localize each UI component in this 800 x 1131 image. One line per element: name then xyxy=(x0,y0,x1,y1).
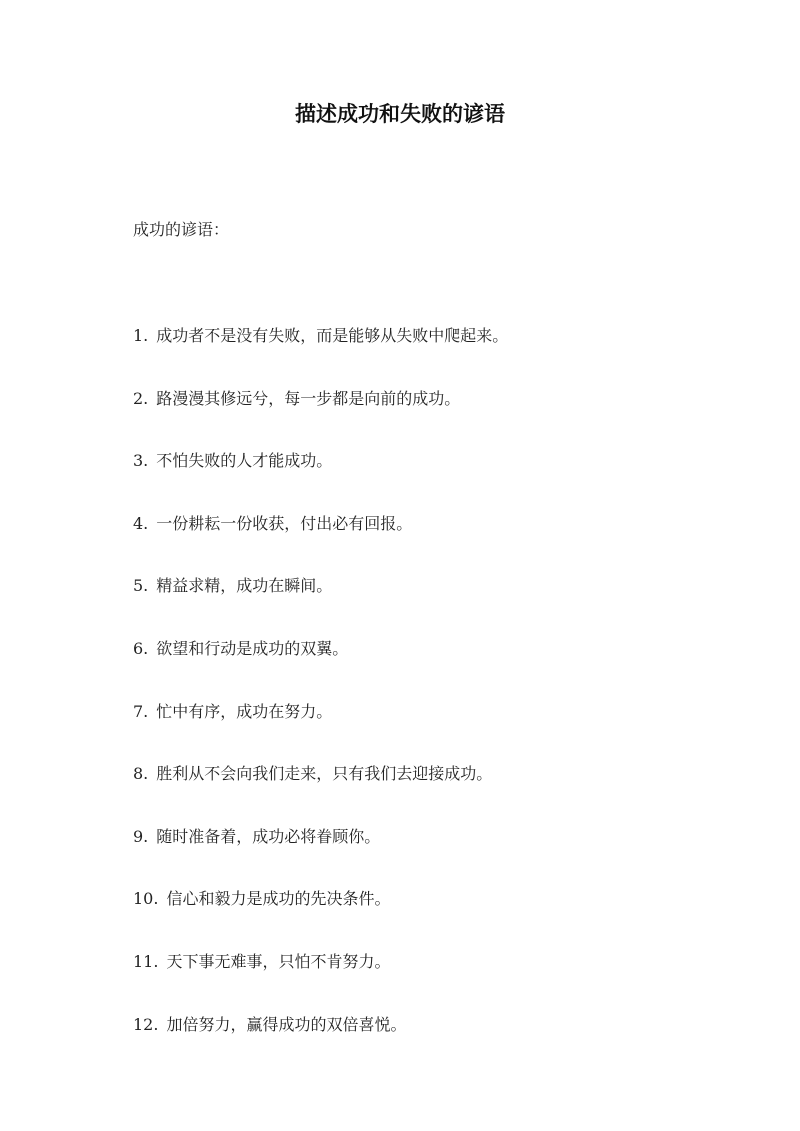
item-number: 8. xyxy=(133,764,149,784)
list-item xyxy=(133,510,508,573)
item-text: 一份耕耘一份收获，付出必有回报。 xyxy=(156,513,413,533)
list-item xyxy=(133,698,508,761)
item-text: 随时准备着，成功必将眷顾你。 xyxy=(156,826,381,846)
item-number: 3. xyxy=(133,451,149,471)
item-text: 路漫漫其修远兮，每一步都是向前的成功。 xyxy=(156,388,461,408)
item-text: 欲望和行动是成功的双翼。 xyxy=(156,638,349,658)
list-item xyxy=(133,885,508,948)
item-text: 精益求精，成功在瞬间。 xyxy=(156,576,333,596)
list-item xyxy=(133,322,508,385)
item-number: 4. xyxy=(133,513,149,533)
document-title: 描述成功和失败的谚语 xyxy=(295,101,505,126)
item-number: 12. xyxy=(133,1014,159,1034)
item-text: 忙中有序，成功在努力。 xyxy=(156,701,333,721)
item-number: 6. xyxy=(133,638,149,658)
item-text: 不怕失败的人才能成功。 xyxy=(156,451,333,471)
item-text: 胜利从不会向我们走来，只有我们去迎接成功。 xyxy=(156,764,493,784)
item-number: 10. xyxy=(133,889,159,909)
item-number: 7. xyxy=(133,701,149,721)
list-item xyxy=(133,823,508,886)
list-item xyxy=(133,385,508,448)
item-text: 天下事无难事，只怕不肯努力。 xyxy=(166,951,391,971)
list-item xyxy=(133,1011,508,1074)
item-text: 信心和毅力是成功的先决条件。 xyxy=(166,889,391,909)
item-text: 加倍努力，赢得成功的双倍喜悦。 xyxy=(166,1014,407,1034)
item-number: 5. xyxy=(133,576,149,596)
item-number: 9. xyxy=(133,826,149,846)
item-text: 成功者不是没有失败，而是能够从失败中爬起来。 xyxy=(156,326,509,345)
item-number: 11. xyxy=(133,951,159,971)
list-item xyxy=(133,447,508,510)
section-heading: 成功的谚语： xyxy=(133,220,230,239)
list-item xyxy=(133,760,508,823)
list-item xyxy=(133,635,508,698)
proverb-list xyxy=(133,322,508,1073)
item-number: 1. xyxy=(133,326,149,345)
list-item xyxy=(133,572,508,635)
list-item xyxy=(133,948,508,1011)
item-number: 2. xyxy=(133,388,149,408)
